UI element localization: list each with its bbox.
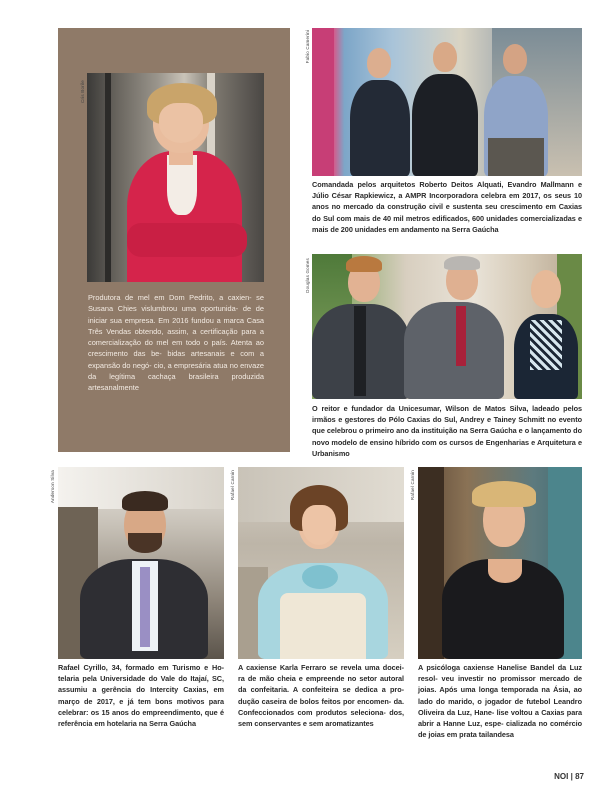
photo-ampr-architects (312, 28, 582, 176)
page-number: 87 (575, 772, 584, 781)
magazine-name: NOI (554, 772, 569, 781)
photo-credit: Anderson Silva (50, 470, 55, 504)
page-footer (554, 772, 584, 781)
photo-credit: Rafael Carnin (410, 470, 415, 501)
caption-hanelise: A psicóloga caxiense Hanelise Bandel da Luz resol- veu investir no promissor mercado de joias. Após uma longa temporada na Ásia, ao lado do marido, o jogador de futebol Leandro Oliveira da Luz, Hane- lise voltou a Caxias para abrir a Hanne Luz, espe- cializada no comércio de joias em prata tailandesa (418, 663, 582, 740)
caption-karla: A caxiense Karla Ferraro se revela uma docei- ra de mão cheia e empreende no setor autoral da confeitaria. A confeiteira se dedica a pro- dução caseira de bolos feitos por encomen- da. Confeccionados com produtos seleciona- dos, sem conservantes e sem aromatizantes (238, 663, 404, 729)
photo-susana-chies (87, 73, 264, 282)
photo-karla-ferraro (238, 467, 404, 659)
photo-credit: Fabio Camerini (305, 30, 310, 64)
photo-credit: Rafael Carnin (230, 470, 235, 501)
caption-unicesumar: O reitor e fundador da Unicesumar, Wilson de Matos Silva, ladeado pelos irmãos e gestores do Pólo Caxias do Sul, Andrey e Tainey Schmitt no evento que celebrou o primeiro ano da instituição na Serra Gaúcha e o lançamento do novo modelo de ensino híbrido com os cursos de Engenharias e Arquitetura e Urbanismo (312, 404, 582, 458)
photo-unicesumar-group (312, 254, 582, 399)
photo-credit: Douglas Gomes (305, 258, 310, 293)
photo-credit: Cris Borile (80, 80, 85, 103)
caption-ampr: Comandada pelos arquitetos Roberto Deitos Alquati, Evandro Mallmann e Júlio César Rapkiewicz, a AMPR Incorporadora celebra em 2017, os seus 10 anos no mercado da construção civil e sustenta seu crescimento em Caxias do Sul com mais de 40 mil metros edificados, 600 unidades comercializadas e mais de 200 unidades em andamento na Serra Gaúcha (312, 180, 582, 234)
photo-rafael-cyrillo (58, 467, 224, 659)
caption-rafael: Rafael Cyrillo, 34, formado em Turismo e Ho- telaria pela Universidade do Vale do Itajaí, SC, assumiu a gerência do Intercity Caxias, em março de 2017, e já tem bons motivos para celebrar: os 15 anos do empreendimento, que é referência em hotelaria na Serra Gaúcha (58, 663, 224, 729)
photo-hanelise-bandel (418, 467, 582, 659)
footer-separator: | (570, 772, 573, 781)
caption-susana: Produtora de mel em Dom Pedrito, a caxien- se Susana Chies vislumbrou uma oportunida- de de iniciar sua empresa. Em 2016 fundou a marca Casa Três Vendas obtendo, assim, a certificação para a comercialização do mel em todo o país. Atenta ao crescimento das be- bidas artesanais e com a expansão do negó- cio, a empresária atua no envaze da legítima cachaça brasileira produzida artesanalmente (88, 293, 264, 393)
